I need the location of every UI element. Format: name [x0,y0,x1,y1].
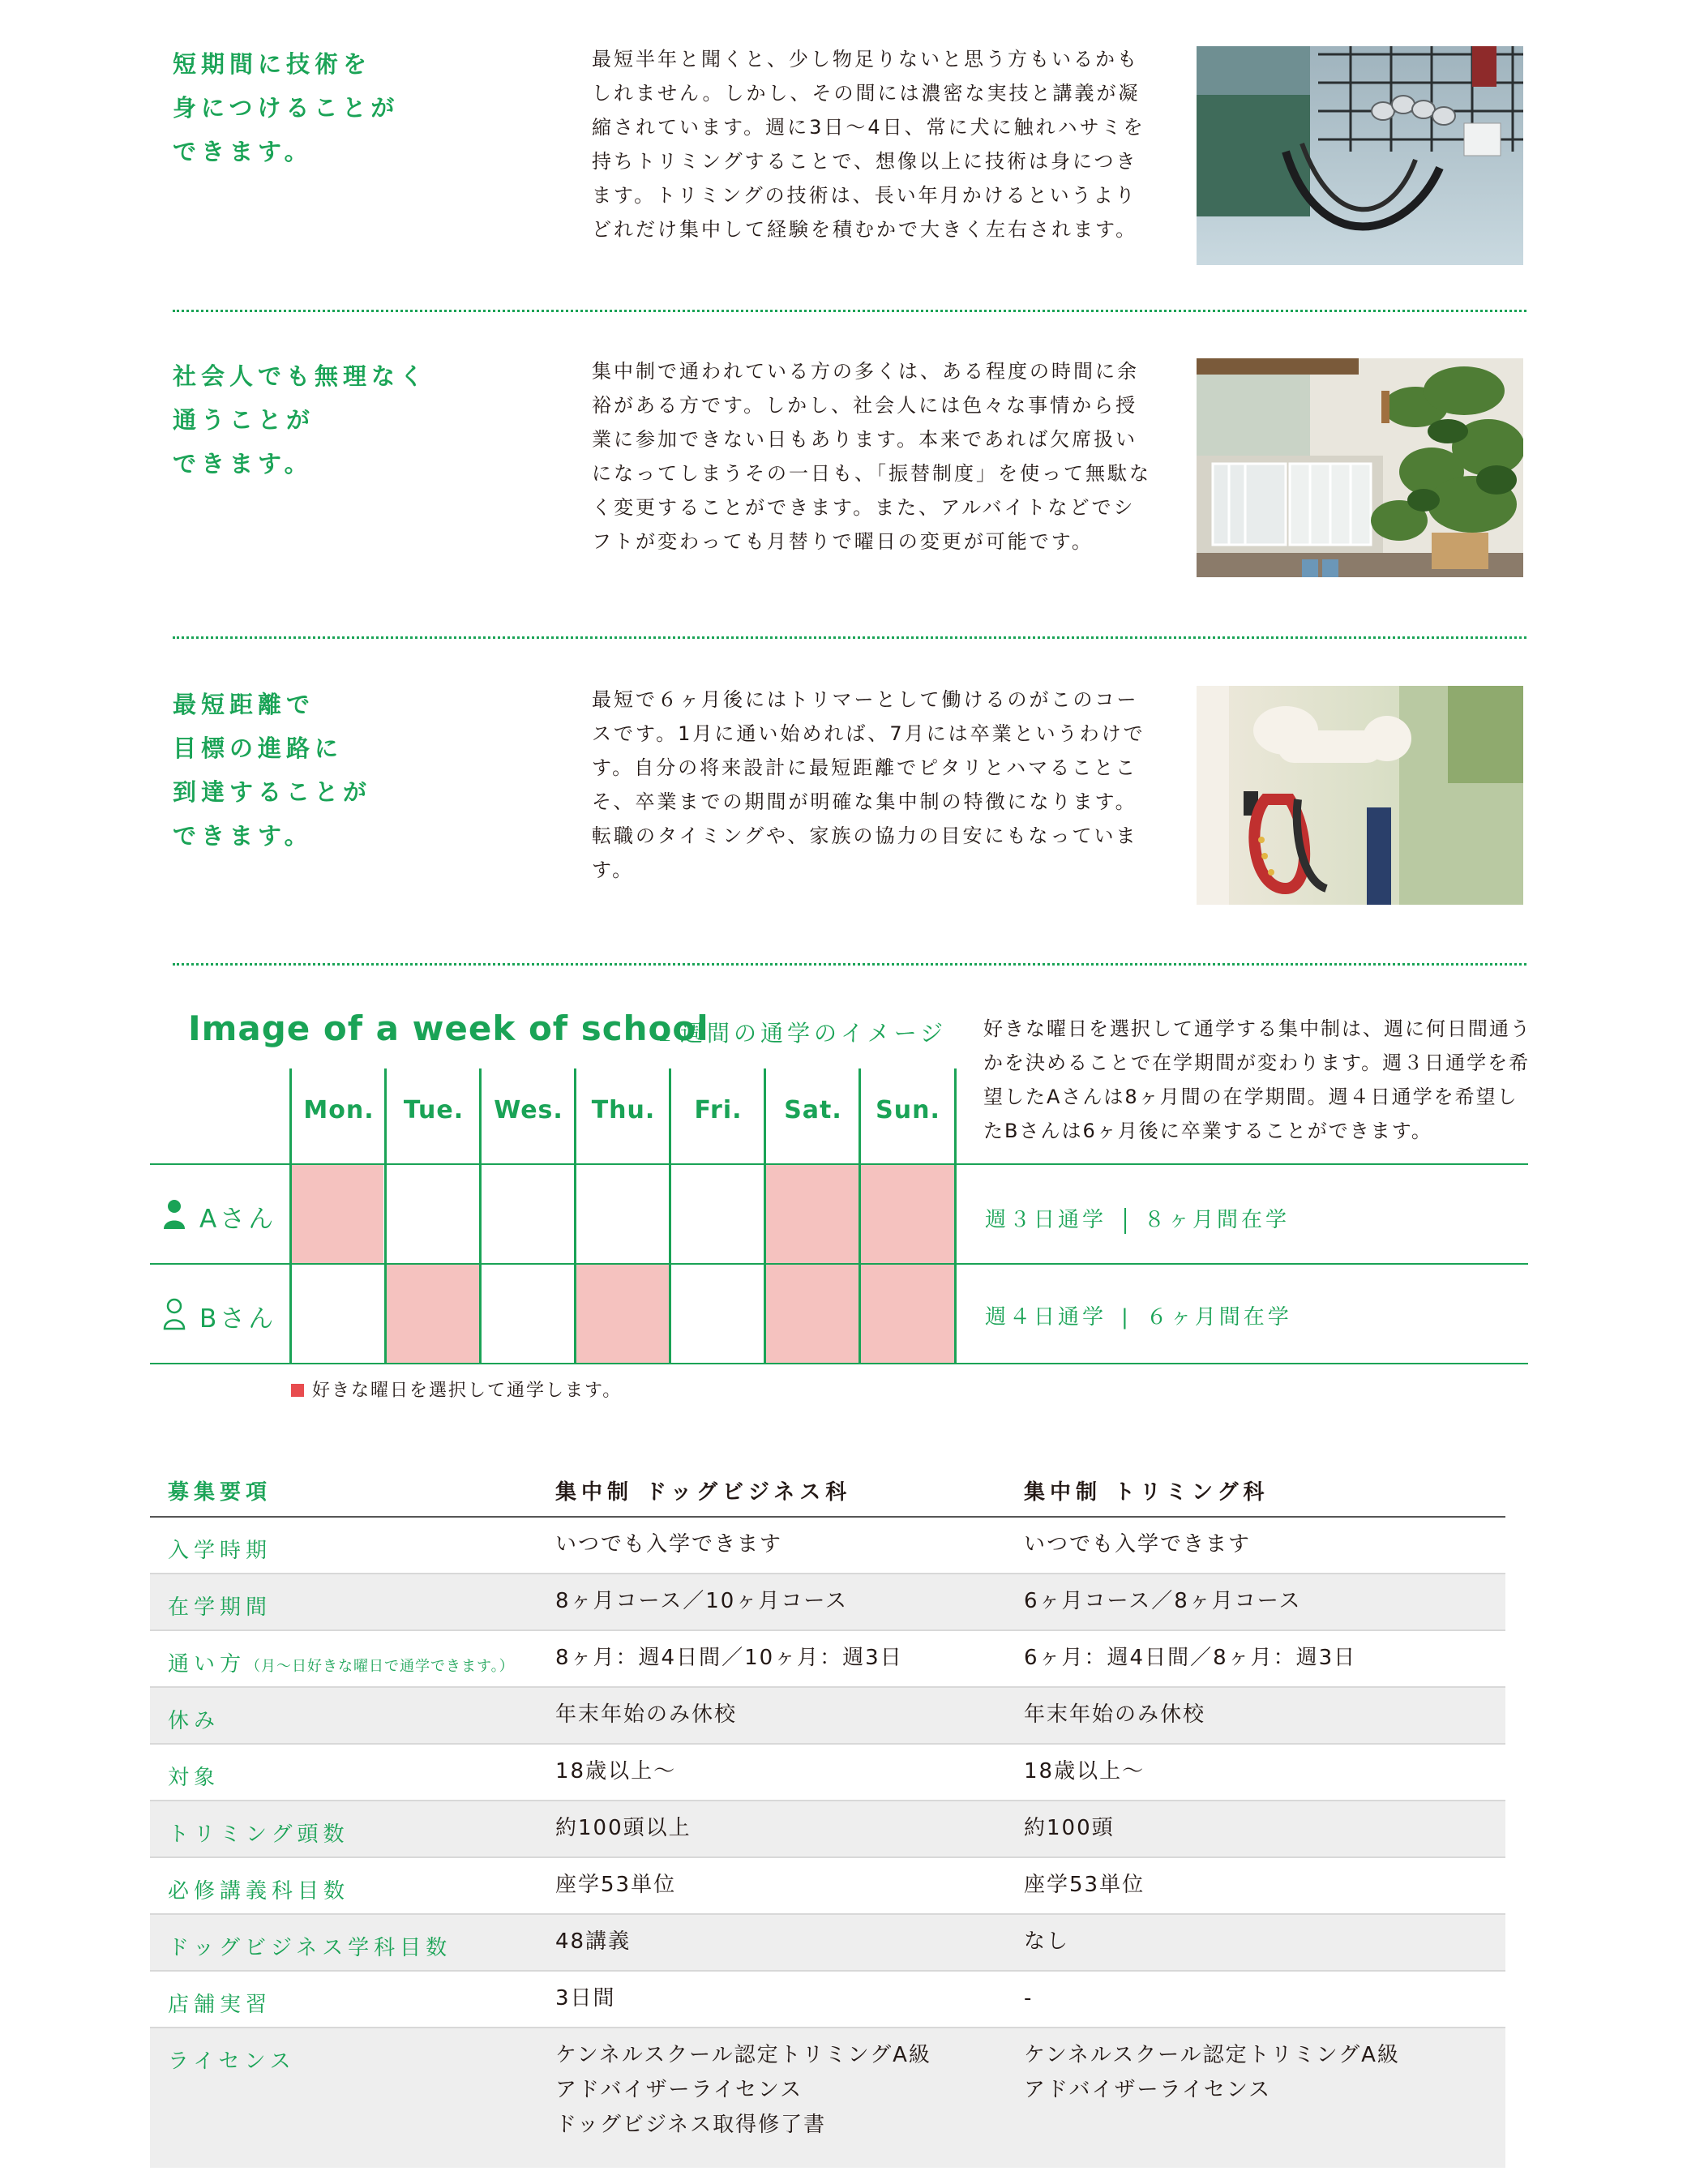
feature-heading [173,354,546,486]
row-label [168,1647,515,1677]
table-row [150,1915,1505,1972]
day-header-fri: Fri. [694,1096,743,1124]
feature-heading-line: できます。 [173,138,313,165]
feature-heading-line: 最短距離で [173,691,315,718]
row-value-dog-business: 8ヶ月コース／10ヶ月コース [555,1589,849,1613]
feature-body: 最短で６ヶ月後にはトリマーとして働けるのがこのコースです。1月に通い始めれば、7月には卒業というわけです。自分の将来設計に最短距離でピタリとハマることこそ、卒業までの期間が明確な集中制の特徴になります。転職のタイミングや、家族の協力の目安にもなっています。 [592,688,1145,881]
day-header-wed: Wes. [494,1096,563,1124]
row-label: 在学期間 [168,1595,272,1620]
table-row [150,1801,1505,1858]
feature-heading-line: 目標の進路に [173,734,344,762]
selected-day-cell [292,1165,383,1263]
feature-heading [173,42,546,173]
week-subtitle: １週間の通学のイメージ [653,1020,948,1047]
week-title: Image of a week of school [188,1008,709,1048]
day-header-sat: Sat. [784,1096,842,1124]
row-label-note: （月〜日好きな曜日で通学できます。） [246,1658,515,1675]
table-header-trimming: 集中制 トリミング科 [1024,1480,1270,1505]
license-line: アドバイザーライセンス [1024,2078,1272,2102]
separator [1124,1208,1126,1234]
section-divider [173,963,1526,966]
dog-collars-photo [1197,686,1523,905]
legend-text: 好きな曜日を選択して通学します。 [312,1381,623,1401]
row-label: ドッグビジネス学科目数 [168,1936,452,1960]
table-header-label: 募集要項 [168,1480,272,1505]
day-header-sun: Sun. [876,1096,940,1124]
feature-heading-line: 通うことが [173,406,315,434]
table-row [150,1688,1505,1745]
day-header-mon: Mon. [303,1096,375,1124]
license-line: ケンネルスクール認定トリミングA級 [555,2043,931,2067]
week-description: 好きな曜日を選択して通学する集中制は、週に何日間通うかを決めることで在学期間が変わります。週３日通学を希望したAさんは8ヶ月間の在学期間。週４日通学を希望したBさんは6ヶ月後に卒業することができます。 [983,1017,1531,1142]
feature-heading-line: 社会人でも無理なく [173,362,429,390]
license-line: ドッグビジネス取得修了書 [555,2113,827,2137]
school-interior-photo [1197,358,1523,577]
trimming-scissors-photo [1197,46,1523,265]
separator: | [1121,1305,1132,1330]
row-label: 店舗実習 [168,1993,272,2017]
row-value-trimming: - [1024,1986,1034,2011]
row-value-trimming: 座学53単位 [1024,1873,1145,1897]
row-value-trimming: 6ヶ月：週4日間／8ヶ月：週3日 [1024,1646,1357,1670]
grid-line [150,1163,1528,1165]
feature-heading-line: 到達することが [173,778,372,806]
row-value-trimming: 18歳以上〜 [1024,1759,1145,1784]
row-value-dog-business: 座学53単位 [555,1873,677,1897]
selected-day-cell [861,1165,955,1263]
row-value-dog-business: 約100頭以上 [555,1816,691,1840]
feature-body: 最短半年と聞くと、少し物足りないと思う方もいるかもしれません。しかし、その間には濃密な実技と講義が凝縮されています。週に3日〜4日、常に犬に触れハサミを持ちトリミングすることで、想像以上に技術は身につきます。トリミングの技術は、長い年月かけるというよりどれだけ集中して経験を積むかで大きく左右されます。 [592,48,1145,241]
row-value-trimming [1024,2038,1400,2108]
recruitment-table [150,1459,1505,2168]
selected-day-cell [576,1265,669,1363]
row-label: 必修講義科目数 [168,1879,350,1904]
row-value-dog-business [555,2038,931,2143]
license-line: アドバイザーライセンス [555,2078,803,2102]
section-divider [173,636,1526,639]
feature-heading [173,683,546,858]
feature-heading-line: 身につけることが [173,94,400,122]
table-header-dog-business: 集中制 ドッグビジネス科 [555,1480,852,1505]
grid-line [150,1263,1528,1265]
row-value-trimming: なし [1024,1929,1070,1954]
feature-heading-line: 短期間に技術を [173,50,372,78]
feature-body: 集中制で通われている方の多くは、ある程度の時間に余裕がある方です。しかし、社会人には色々な事情から授業に参加できない日もあります。本来であれば欠席扱いになってしまうその一日も、「振替制度」を使って無駄なく変更することができます。また、アルバイトなどでシフトが変わっても月替りで曜日の変更が可能です。 [592,360,1151,553]
row-value-trimming: 年末年始のみ休校 [1024,1702,1206,1727]
feature-heading-line: できます。 [173,822,313,850]
table-row [150,1518,1505,1574]
row-value-dog-business: 8ヶ月：週4日間／10ヶ月：週3日 [555,1646,903,1670]
row-label-text: 通い方 [168,1652,246,1677]
row-value-trimming: 約100頭 [1024,1816,1115,1840]
row-label: ライセンス [168,2049,296,2074]
row-label: トリミング頭数 [168,1822,349,1847]
row-label: 休み [168,1709,221,1733]
row-label: 入学時期 [168,1539,272,1563]
row-value-dog-business: 48講義 [555,1929,632,1954]
enrollment-term: ６ヶ月間在学 [1145,1305,1292,1330]
legend-square-icon [291,1384,304,1397]
week-legend [291,1377,622,1402]
row-value-trimming: 6ヶ月コース／8ヶ月コース [1024,1589,1302,1613]
table-header [150,1459,1505,1518]
row-value-dog-business: 3日間 [555,1986,616,2011]
selected-day-cell [387,1265,479,1363]
student-b-info [985,1300,1292,1330]
person-outline-icon [162,1298,186,1337]
student-a-info [985,1203,1290,1234]
row-value-dog-business: 18歳以上〜 [555,1759,677,1784]
person-filled-icon [162,1198,186,1237]
attendance-days: 週３日通学 [985,1208,1107,1232]
enrollment-term: ８ヶ月間在学 [1144,1208,1291,1232]
table-row [150,1972,1505,2028]
row-value-trimming: いつでも入学できます [1024,1532,1252,1557]
row-label: 対象 [168,1766,221,1790]
table-row [150,1631,1505,1688]
table-row [150,1745,1505,1801]
day-header-tue: Tue. [403,1096,465,1124]
row-value-dog-business: いつでも入学できます [555,1532,783,1557]
section-divider [173,310,1526,312]
selected-day-cell [766,1265,858,1363]
student-name: Aさん [199,1205,277,1234]
table-row [150,1574,1505,1631]
feature-heading-line: できます。 [173,450,313,477]
attendance-days: 週４日通学 [985,1305,1107,1330]
table-row [150,2028,1505,2168]
row-value-dog-business: 年末年始のみ休校 [555,1702,738,1727]
license-line: ケンネルスクール認定トリミングA級 [1024,2043,1400,2067]
day-header-thu: Thu. [591,1096,656,1124]
selected-day-cell [766,1165,858,1263]
student-name: Bさん [199,1304,277,1334]
table-row [150,1858,1505,1915]
selected-day-cell [861,1265,955,1363]
grid-line [150,1363,1528,1364]
